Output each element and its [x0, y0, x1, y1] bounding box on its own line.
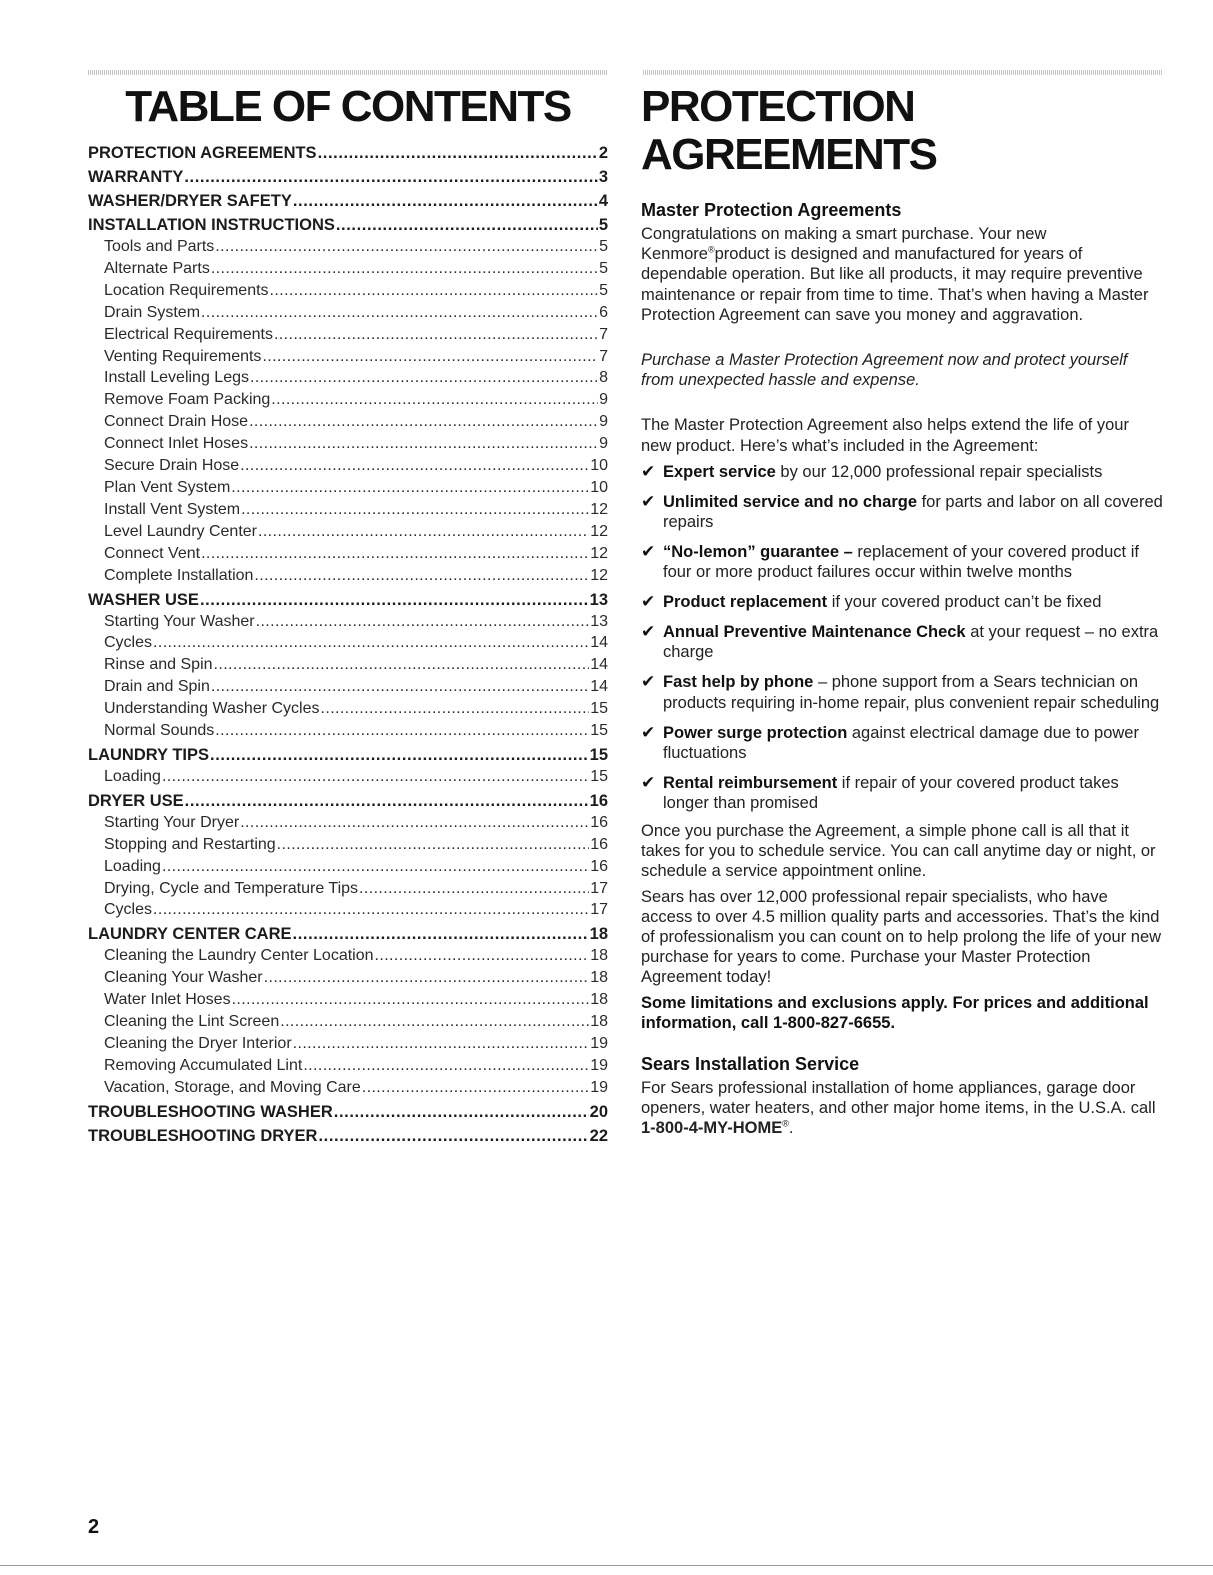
toc-leader-dots — [240, 455, 589, 477]
toc-entry-label: TROUBLESHOOTING WASHER — [88, 1102, 333, 1121]
toc-subsection-entry — [88, 676, 608, 698]
toc-entry-label: Understanding Washer Cycles — [104, 700, 320, 718]
toc-subsection-entry — [88, 945, 608, 967]
decorative-rule-right — [643, 70, 1163, 75]
toc-entry-label: Removing Accumulated Lint — [104, 1056, 303, 1074]
toc-leader-dots — [318, 1125, 588, 1147]
sears-paragraph: Sears has over 12,000 professional repair specialists, who have access to over 4.5 million quality parts and accessories. That’s the kind of professionalism you can count on to help prolong the life of your new purchase for years to come. Purchase your Master Protection Agreement today! — [641, 887, 1162, 987]
installation-paragraph: For Sears professional installation of home appliances, garage door openers, water heaters, and other major home items, in the U.S.A. call 1-800-4-MY-HOME®. — [641, 1079, 1156, 1138]
toc-entry-label: Install Leveling Legs — [104, 369, 249, 387]
toc-entry-page: 12 — [590, 500, 608, 518]
toc-section-entry — [88, 1101, 608, 1123]
toc-subsection-entry — [88, 236, 608, 258]
toc-entry-label: Plan Vent System — [104, 478, 231, 496]
toc-entry-page: 5 — [599, 259, 608, 277]
toc-leader-dots — [232, 989, 590, 1011]
toc-entry-label: Cleaning the Dryer Interior — [104, 1035, 292, 1052]
toc-entry-label: Drying, Cycle and Temperature Tips — [104, 879, 359, 897]
toc-leader-dots — [211, 258, 598, 280]
toc-entry-page: 19 — [590, 1035, 608, 1052]
page-number: 2 — [88, 1516, 100, 1538]
toc-subsection-entry — [88, 654, 608, 676]
toc-subsection-entry — [88, 834, 608, 856]
toc-leader-dots — [303, 1055, 589, 1077]
toc-subsection-entry — [88, 720, 608, 742]
benefit-item — [641, 492, 1163, 532]
toc-entry-label: Starting Your Dryer — [104, 813, 240, 831]
decorative-rule-left — [88, 70, 608, 75]
toc-leader-dots — [293, 190, 598, 212]
toc-entry-label: Normal Sounds — [104, 722, 215, 740]
toc-leader-dots — [359, 878, 589, 900]
toc-section-entry — [88, 1125, 608, 1147]
toc-entry-label: Water Inlet Hoses — [104, 991, 231, 1009]
benefit-description: at your request – no extra charge — [663, 623, 1159, 662]
toc-leader-dots — [293, 923, 589, 945]
toc-list — [88, 142, 608, 1147]
toc-entry-page: 10 — [590, 478, 608, 496]
toc-entry-page: 16 — [590, 835, 608, 853]
toc-leader-dots — [277, 834, 590, 856]
toc-subsection-entry — [88, 967, 608, 989]
toc-subsection-entry — [88, 766, 608, 788]
mpa-heading: Master Protection Agreements — [641, 200, 902, 220]
toc-entry-page: 14 — [590, 634, 608, 652]
toc-leader-dots — [201, 302, 598, 324]
toc-subsection-entry — [88, 346, 608, 368]
toc-entry-page: 15 — [590, 767, 608, 785]
checkmark-icon: ✔ — [641, 622, 656, 642]
benefit-item — [641, 723, 1163, 763]
toc-entry-page: 16 — [590, 813, 608, 831]
toc-entry-page: 12 — [590, 544, 608, 562]
toc-leader-dots — [215, 236, 598, 258]
toc-entry-page: 7 — [599, 325, 608, 343]
toc-entry-label: Cleaning Your Washer — [104, 969, 263, 987]
toc-entry-page: 13 — [589, 590, 608, 609]
toc-subsection-entry — [88, 812, 608, 834]
includes-paragraph: The Master Protection Agreement also helps extend the life of your new product. Here’s what’s included in the Agreement: — [641, 416, 1129, 455]
toc-entry-page: 9 — [599, 435, 608, 453]
intro-paragraph: Congratulations on making a smart purchase. Your new Kenmore®product is designed and manufactured for years of dependable operation. But like all products, it may require preventive maintenance or repair from time to time. That’s when having a Master Protection Agreement can save you money and aggravation. — [641, 225, 1149, 324]
benefit-title: “No-lemon” guarantee – — [663, 543, 853, 562]
toc-leader-dots — [318, 142, 598, 164]
installation-heading: Sears Installation Service — [641, 1054, 860, 1075]
benefit-description: against electrical damage due to power fluctuations — [663, 723, 1139, 762]
protection-title: PROTECTION AGREEMENTS — [641, 82, 937, 179]
toc-entry-label: Starting Your Washer — [104, 612, 255, 630]
toc-leader-dots — [336, 214, 598, 236]
toc-subsection-entry — [88, 258, 608, 280]
toc-entry-page: 13 — [590, 612, 608, 630]
toc-entry-label: DRYER USE — [88, 791, 184, 810]
toc-leader-dots — [280, 1011, 589, 1033]
benefit-title: Expert service — [663, 462, 776, 481]
toc-leader-dots — [153, 899, 589, 921]
toc-subsection-entry — [88, 455, 608, 477]
toc-leader-dots — [250, 367, 598, 389]
toc-entry-label: Complete Installation — [104, 566, 254, 584]
toc-leader-dots — [210, 744, 589, 766]
toc-entry-page: 15 — [590, 700, 608, 718]
toc-leader-dots — [162, 856, 589, 878]
toc-subsection-entry — [88, 856, 608, 878]
toc-entry-page: 16 — [590, 857, 608, 875]
benefits-list — [641, 462, 1163, 813]
toc-leader-dots — [249, 433, 598, 455]
toc-leader-dots — [185, 790, 589, 812]
toc-entry-label: Cleaning the Lint Screen — [104, 1013, 280, 1031]
toc-entry-label: Loading — [104, 857, 161, 875]
toc-leader-dots — [270, 280, 599, 302]
benefit-description: replacement of your covered product if four or more product failures occur within twelve months — [663, 543, 1139, 582]
toc-entry-page: 3 — [598, 168, 608, 186]
installation-phone: 1-800-4-MY-HOME — [641, 1119, 783, 1138]
toc-leader-dots — [201, 543, 589, 565]
toc-subsection-entry — [88, 324, 608, 346]
toc-subsection-entry — [88, 878, 608, 900]
toc-entry-page: 20 — [589, 1102, 608, 1121]
bottom-border — [0, 1565, 1213, 1566]
once-paragraph: Once you purchase the Agreement, a simple phone call is all that it takes for you to schedule service. You can call anytime day or night, or schedule a service appointment online. — [641, 822, 1156, 881]
toc-entry-label: Cycles — [104, 901, 153, 919]
table-of-contents — [88, 83, 608, 1147]
toc-entry-label: INSTALLATION INSTRUCTIONS — [88, 216, 335, 234]
checkmark-icon: ✔ — [641, 461, 656, 481]
toc-entry-label: Cycles — [104, 634, 153, 652]
toc-leader-dots — [241, 499, 589, 521]
benefit-description: – phone support from a Sears technician on products requiring in-home repair, plus convenient repair scheduling — [663, 673, 1160, 712]
limitations-notice: Some limitations and exclusions apply. For prices and additional information, call 1-800-827-6655. — [641, 993, 1149, 1032]
toc-entry-page: 18 — [589, 925, 608, 944]
toc-leader-dots — [184, 166, 597, 188]
protection-agreements — [641, 83, 1163, 1139]
toc-leader-dots — [153, 632, 589, 654]
toc-entry-page: 14 — [590, 678, 608, 696]
toc-subsection-entry — [88, 632, 608, 654]
benefit-item — [641, 773, 1163, 813]
toc-entry-label: Connect Vent — [104, 544, 201, 562]
toc-section-entry — [88, 166, 608, 188]
benefit-item — [641, 542, 1163, 582]
toc-entry-page: 15 — [590, 722, 608, 740]
toc-subsection-entry — [88, 433, 608, 455]
toc-entry-page: 17 — [590, 901, 608, 919]
toc-subsection-entry — [88, 521, 608, 543]
toc-entry-page: 15 — [589, 745, 608, 764]
toc-entry-label: Install Vent System — [104, 500, 241, 518]
toc-entry-page: 18 — [590, 947, 608, 965]
toc-entry-page: 18 — [590, 1013, 608, 1031]
toc-leader-dots — [264, 967, 590, 989]
toc-leader-dots — [200, 589, 589, 611]
toc-subsection-entry — [88, 611, 608, 633]
toc-entry-page: 9 — [599, 413, 608, 431]
toc-section-entry — [88, 190, 608, 212]
toc-entry-page: 8 — [599, 369, 608, 387]
toc-leader-dots — [375, 945, 590, 967]
benefit-title: Annual Preventive Maintenance Check — [663, 623, 966, 642]
checkmark-icon: ✔ — [641, 542, 656, 562]
toc-section-entry — [88, 790, 608, 812]
toc-entry-label: Level Laundry Center — [104, 522, 257, 540]
toc-leader-dots — [262, 346, 598, 368]
toc-entry-page: 5 — [599, 238, 608, 255]
registered-mark: ® — [707, 244, 715, 255]
toc-subsection-entry — [88, 1055, 608, 1077]
checkmark-icon: ✔ — [641, 592, 656, 612]
toc-section-entry — [88, 923, 608, 945]
toc-leader-dots — [162, 766, 589, 788]
toc-entry-label: TROUBLESHOOTING DRYER — [88, 1126, 318, 1145]
toc-entry-label: Cleaning the Laundry Center Location — [104, 947, 374, 965]
toc-subsection-entry — [88, 1011, 608, 1033]
toc-subsection-entry — [88, 411, 608, 433]
benefit-title: Power surge protection — [663, 723, 848, 742]
toc-subsection-entry — [88, 499, 608, 521]
toc-entry-label: Drain System — [104, 303, 201, 321]
benefit-description: for parts and labor on all covered repairs — [663, 492, 1163, 532]
toc-entry-page: 14 — [590, 656, 608, 674]
toc-subsection-entry — [88, 698, 608, 720]
toc-entry-label: Drain and Spin — [104, 678, 210, 696]
toc-entry-page: 19 — [590, 1078, 608, 1096]
toc-subsection-entry — [88, 389, 608, 411]
toc-entry-page: 9 — [599, 391, 608, 409]
toc-entry-page: 16 — [589, 791, 608, 810]
toc-leader-dots — [231, 477, 589, 499]
toc-entry-label: WARRANTY — [88, 168, 184, 186]
toc-subsection-entry — [88, 543, 608, 565]
toc-section-entry — [88, 589, 608, 611]
benefit-title: Rental reimbursement — [663, 773, 838, 792]
toc-entry-page: 2 — [598, 144, 608, 162]
benefit-item — [641, 672, 1163, 712]
toc-subsection-entry — [88, 899, 608, 921]
toc-entry-page: 10 — [590, 457, 608, 475]
benefit-title: Product replacement — [663, 593, 828, 612]
toc-leader-dots — [256, 611, 590, 633]
toc-entry-page: 6 — [599, 303, 608, 321]
toc-section-entry — [88, 142, 608, 164]
toc-entry-label: LAUNDRY TIPS — [88, 745, 210, 764]
benefit-title: Fast help by phone — [663, 673, 814, 692]
toc-subsection-entry — [88, 367, 608, 389]
toc-entry-label: Stopping and Restarting — [104, 835, 276, 853]
benefit-description: if repair of your covered product takes longer than promised — [663, 773, 1119, 813]
toc-title: TABLE OF CONTENTS — [125, 82, 571, 131]
toc-leader-dots — [271, 389, 598, 411]
benefit-item — [641, 462, 1163, 482]
toc-leader-dots — [254, 565, 589, 587]
toc-entry-label: Venting Requirements — [104, 347, 262, 365]
toc-subsection-entry — [88, 989, 608, 1011]
toc-leader-dots — [274, 324, 598, 346]
toc-subsection-entry — [88, 280, 608, 302]
toc-leader-dots — [215, 720, 589, 742]
toc-entry-page: 17 — [590, 879, 608, 897]
toc-subsection-entry — [88, 477, 608, 499]
toc-leader-dots — [334, 1101, 589, 1123]
checkmark-icon: ✔ — [641, 672, 656, 692]
toc-leader-dots — [258, 521, 589, 543]
toc-subsection-entry — [88, 1077, 608, 1099]
toc-section-entry — [88, 744, 608, 766]
toc-entry-page: 5 — [599, 281, 608, 299]
italic-callout: Purchase a Master Protection Agreement now and protect yourself from unexpected hassle and expense. — [641, 351, 1128, 390]
toc-entry-page: 12 — [590, 522, 608, 540]
toc-entry-label: Rinse and Spin — [104, 656, 213, 674]
toc-leader-dots — [293, 1033, 590, 1055]
benefit-item — [641, 592, 1163, 612]
toc-subsection-entry — [88, 1033, 608, 1055]
toc-entry-page: 22 — [589, 1126, 608, 1145]
toc-entry-page: 18 — [590, 969, 608, 987]
toc-entry-label: Loading — [104, 767, 161, 785]
toc-entry-label: PROTECTION AGREEMENTS — [88, 144, 317, 162]
toc-entry-label: Alternate Parts — [104, 259, 210, 277]
checkmark-icon: ✔ — [641, 491, 656, 511]
toc-entry-page: 19 — [590, 1056, 608, 1074]
toc-leader-dots — [211, 676, 589, 698]
toc-leader-dots — [249, 411, 598, 433]
toc-entry-page: 12 — [590, 566, 608, 584]
toc-leader-dots — [362, 1077, 589, 1099]
checkmark-icon: ✔ — [641, 772, 656, 792]
toc-entry-label: Remove Foam Packing — [104, 391, 271, 409]
benefit-description: if your covered product can’t be fixed — [827, 593, 1102, 612]
toc-subsection-entry — [88, 565, 608, 587]
toc-entry-label: Tools and Parts — [104, 238, 215, 255]
benefit-description: by our 12,000 professional repair specialists — [775, 462, 1103, 481]
toc-entry-label: Electrical Requirements — [104, 325, 273, 343]
toc-entry-label: WASHER/DRYER SAFETY — [88, 192, 292, 210]
toc-entry-label: LAUNDRY CENTER CARE — [88, 925, 292, 944]
benefit-title: Unlimited service and no charge — [663, 492, 917, 511]
toc-section-entry — [88, 214, 608, 236]
toc-entry-page: 5 — [598, 216, 608, 234]
toc-entry-label: Location Requirements — [104, 281, 269, 299]
toc-entry-label: Connect Drain Hose — [104, 413, 249, 431]
toc-subsection-entry — [88, 302, 608, 324]
toc-entry-page: 4 — [598, 192, 608, 210]
toc-entry-label: Vacation, Storage, and Moving Care — [104, 1078, 361, 1096]
toc-entry-page: 7 — [599, 347, 608, 365]
checkmark-icon: ✔ — [641, 722, 656, 742]
toc-leader-dots — [214, 654, 590, 676]
toc-entry-label: WASHER USE — [88, 590, 199, 609]
toc-leader-dots — [240, 812, 589, 834]
toc-entry-label: Secure Drain Hose — [104, 457, 240, 475]
toc-leader-dots — [321, 698, 590, 720]
toc-entry-page: 18 — [590, 991, 608, 1009]
toc-entry-label: Connect Inlet Hoses — [104, 435, 249, 453]
benefit-item — [641, 622, 1163, 662]
